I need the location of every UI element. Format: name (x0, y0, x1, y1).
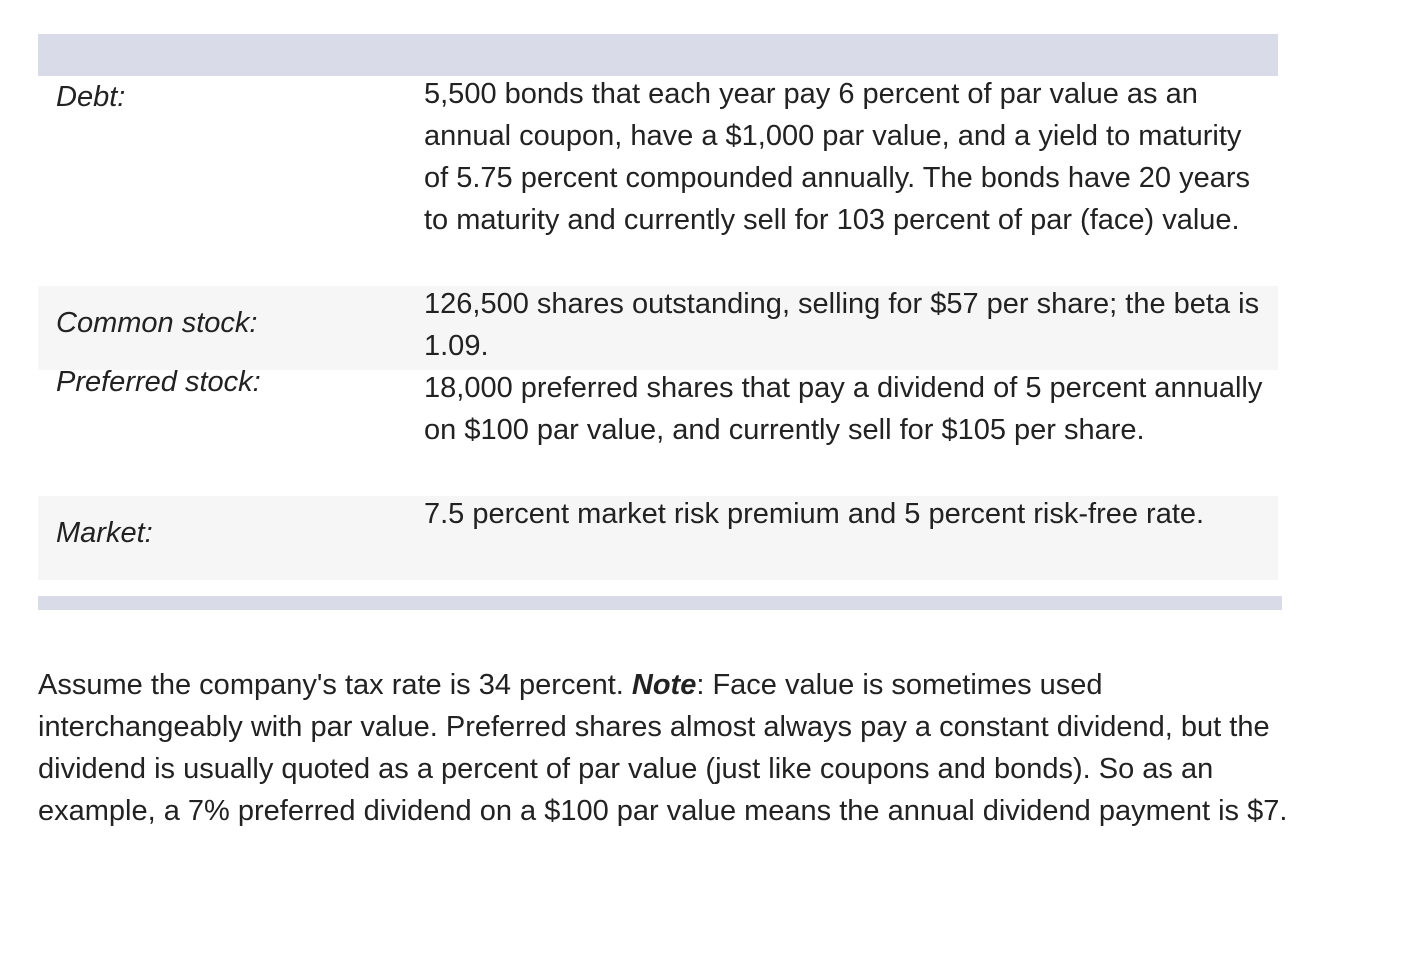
note-intro: Assume the company's tax rate is 34 percent. (38, 669, 632, 701)
row-value-common-stock: 126,500 shares outstanding, selling for $57 per share; the beta is 1.09. (424, 288, 1260, 362)
row-label-debt: Debt: (56, 81, 126, 113)
row-value-market: 7.5 percent market risk premium and 5 percent risk-free rate. (424, 498, 1205, 530)
row-label-preferred-stock: Preferred stock: (56, 366, 261, 398)
table-footer-bar (38, 596, 1282, 610)
note-body: : Face value is sometimes used interchangeably with par value. Preferred shares almost always pay a constant dividend, but the dividend is usually quoted as a percent of par value (just like coupons and bonds). So as an example, a 7% preferred dividend on a $100 par value means the annual dividend payment is $7. (38, 669, 1288, 827)
row-label-common-stock: Common stock: (56, 307, 258, 339)
row-value-debt: 5,500 bonds that each year pay 6 percent of par value as an annual coupon, have a $1,000 par value, and a yield to maturity of 5.75 percent compounded annually. The bonds have 20 years to maturity and currently sell for 103 percent of par (face) value. (424, 78, 1251, 236)
table-header-bar (38, 34, 1278, 76)
row-label-market: Market: (56, 517, 153, 549)
assumption-note (38, 664, 1288, 832)
table-row-debt (38, 76, 1278, 286)
capital-structure-table (38, 76, 1278, 580)
note-label: Note (631, 669, 697, 701)
row-value-preferred-stock: 18,000 preferred shares that pay a dividend of 5 percent annually on $100 par value, and currently sell for $105 per share. (424, 372, 1263, 446)
table-row-common-stock (38, 286, 1278, 370)
table-row-preferred-stock (38, 366, 1278, 496)
table-row-market (38, 496, 1278, 580)
